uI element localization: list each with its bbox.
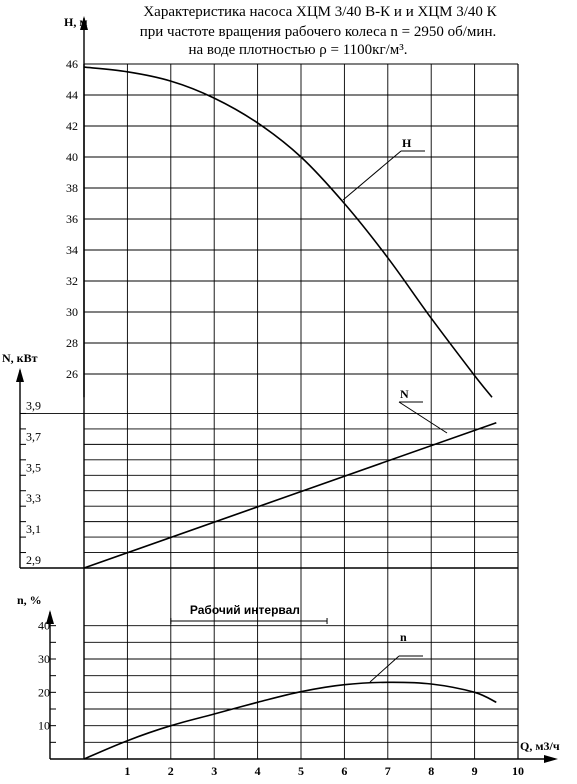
x-tick: 10 (512, 764, 524, 778)
y-tick-eff: 40 (38, 618, 50, 633)
y-tick-head: 36 (66, 212, 78, 226)
x-tick: 9 (471, 764, 478, 778)
efficiency-leader-line (370, 656, 399, 682)
axes (16, 16, 558, 763)
x-tick: 7 (384, 764, 391, 778)
y-tick-eff: 10 (38, 718, 50, 733)
y-axis-label-efficiency: n, % (17, 593, 42, 607)
title-line-1: Характеристика насоса ХЦМ 3/40 В-К и и ХЦМ 3/40 К (143, 4, 497, 20)
x-axis-label: Q, м3/ч (520, 739, 560, 753)
power-series-label: N (400, 387, 409, 401)
x-tick: 8 (428, 764, 435, 778)
y-tick-head: 30 (66, 305, 78, 319)
y-tick-head: 34 (66, 243, 78, 257)
y-tick-power: 2,9 (26, 553, 41, 567)
y-tick-head: 42 (66, 119, 78, 133)
x-tick: 5 (298, 764, 304, 778)
y-tick-head: 28 (66, 336, 78, 350)
y-tick-eff: 30 (38, 652, 50, 666)
x-tick: 6 (341, 764, 348, 778)
working-interval-annotation (171, 603, 327, 624)
title-line-2: при частоте вращения рабочего колеса n = 2950 об/мин. (139, 24, 497, 40)
y-tick-head: 44 (66, 88, 78, 102)
y-tick-power: 3,3 (26, 491, 41, 506)
x-tick: 3 (211, 764, 218, 778)
y-tick-head: 46 (66, 57, 78, 71)
grid (84, 64, 518, 759)
chart-title (140, 4, 498, 58)
x-tick: 2 (167, 764, 174, 778)
x-axis-arrow (544, 755, 558, 763)
efficiency-curve (84, 682, 496, 759)
y-tick-head: 32 (66, 274, 78, 288)
x-tick: 1 (124, 764, 131, 778)
y-tick-eff: 20 (38, 685, 50, 700)
y-axis-power-arrow (16, 368, 24, 382)
working-interval-label: Рабочий интервал (189, 603, 300, 617)
x-tick: 4 (254, 764, 261, 778)
y-tick-head: 40 (66, 150, 78, 164)
y-axis-label-power: N, кВт (2, 351, 38, 365)
head-leader-line (343, 151, 401, 200)
efficiency-series-label: n (400, 630, 407, 644)
y-tick-head: 26 (66, 367, 78, 381)
head-series-label: Н (402, 136, 412, 150)
y-tick-head: 38 (66, 181, 78, 195)
y-tick-power: 3,1 (26, 522, 41, 537)
y-axis-label-head: Н, м (64, 15, 88, 29)
tick-labels (26, 57, 524, 778)
y-tick-power: 3,7 (26, 429, 41, 444)
y-tick-power: 3,9 (26, 398, 41, 413)
title-line-3: на воде плотностью ρ = 1100кг/м³. (188, 42, 408, 58)
power-leader-line (399, 402, 447, 433)
y-tick-power: 3,5 (26, 460, 41, 475)
